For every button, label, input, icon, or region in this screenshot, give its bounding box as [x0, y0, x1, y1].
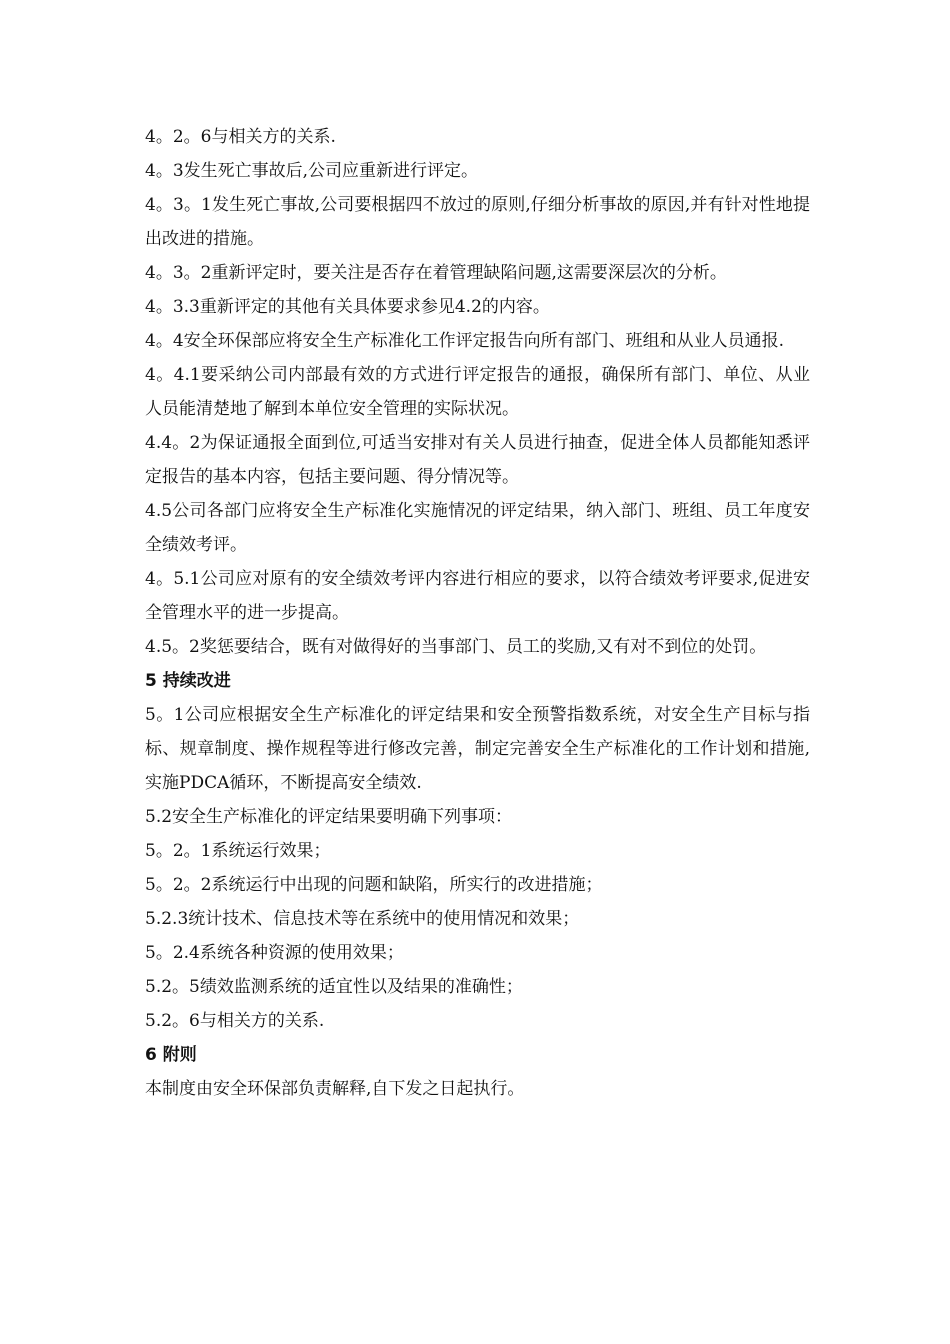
- paragraph-4-3: 4。3发生死亡事故后,公司应重新进行评定。: [145, 161, 479, 181]
- paragraph-5-2-5: 5.2。5绩效监测系统的适宜性以及结果的准确性；: [145, 977, 523, 997]
- paragraph-4-3-3: 4。3.3重新评定的其他有关具体要求参见4.2的内容。: [145, 297, 550, 317]
- section-5-heading: 5 持续改进: [145, 671, 231, 691]
- paragraph-5-2-2: 5。2。2系统运行中出现的问题和缺陷，所实行的改进措施；: [145, 875, 603, 895]
- paragraph-4-5-2: 4.5。2奖惩要结合，既有对做得好的当事部门、员工的奖励,又有对不到位的处罚。: [145, 637, 767, 657]
- paragraph-5-2-1: 5。2。1系统运行效果；: [145, 841, 331, 861]
- paragraph-4-4-1: 4。4.1要采纳公司内部最有效的方式进行评定报告的通报，确保所有部门、单位、从业人员能清楚地了解到本单位安全管理的实际状况。: [145, 365, 810, 419]
- paragraph-4-5: 4.5公司各部门应将安全生产标准化实施情况的评定结果，纳入部门、班组、员工年度安全绩效考评。: [145, 501, 810, 555]
- paragraph-6-1: 本制度由安全环保部负责解释,自下发之日起执行。: [145, 1079, 525, 1099]
- paragraph-5-2-6: 5.2。6与相关方的关系.: [145, 1011, 325, 1031]
- paragraph-4-2-6: 4。2。6与相关方的关系.: [145, 127, 336, 147]
- paragraph-5-2: 5.2安全生产标准化的评定结果要明确下列事项：: [145, 807, 513, 827]
- document-body: [145, 120, 810, 1106]
- paragraph-4-3-2: 4。3。2重新评定时，要关注是否存在着管理缺陷问题,这需要深层次的分析。: [145, 263, 727, 283]
- paragraph-4-4: 4。4安全环保部应将安全生产标准化工作评定报告向所有部门、班组和从业人员通报.: [145, 331, 785, 351]
- paragraph-4-3-1: 4。3。1发生死亡事故,公司要根据四不放过的原则,仔细分析事故的原因,并有针对性地提出改进的措施。: [145, 195, 810, 249]
- paragraph-5-2-4: 5。2.4系统各种资源的使用效果；: [145, 943, 404, 963]
- paragraph-4-4-2: 4.4。2为保证通报全面到位,可适当安排对有关人员进行抽查，促进全体人员都能知悉评定报告的基本内容，包括主要问题、得分情况等。: [145, 433, 810, 487]
- paragraph-5-1: 5。1公司应根据安全生产标准化的评定结果和安全预警指数系统，对安全生产目标与指标、规章制度、操作规程等进行修改完善，制定完善安全生产标准化的工作计划和措施,实施PDCA循环，不断提高安全绩效.: [145, 705, 810, 793]
- paragraph-4-5-1: 4。5.1公司应对原有的安全绩效考评内容进行相应的要求，以符合绩效考评要求,促进安全管理水平的进一步提高。: [145, 569, 810, 623]
- section-6-heading: 6 附则: [145, 1045, 197, 1065]
- paragraph-5-2-3: 5.2.3统计技术、信息技术等在系统中的使用情况和效果；: [145, 909, 580, 929]
